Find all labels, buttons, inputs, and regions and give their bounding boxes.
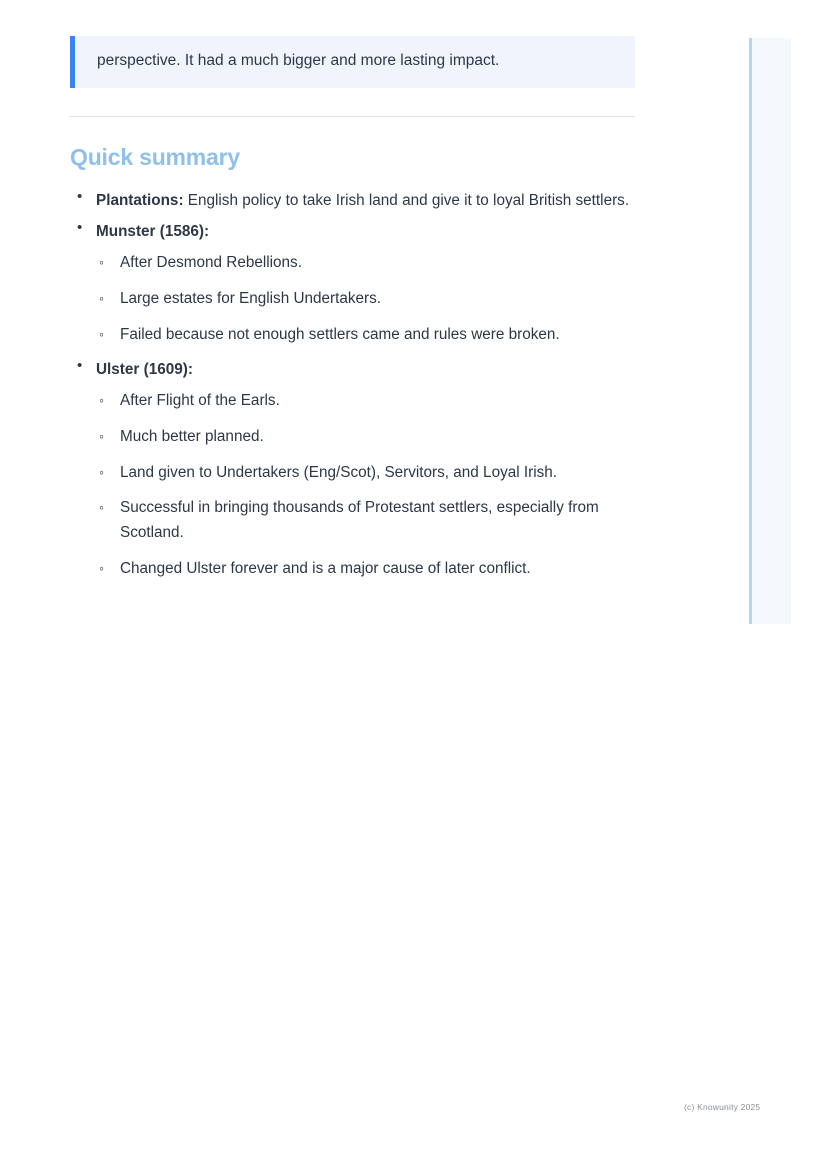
list-item [70,189,635,214]
list-item-label: Ulster (1609): [96,361,193,379]
section-divider [70,116,635,117]
callout-blockquote [70,36,635,88]
side-accent-strip [749,38,791,624]
sub-list-item: ◦ After Flight of the Earls. [96,389,635,414]
callout-text: perspective. It had a much bigger and more lasting impact. [97,52,500,69]
list-item [70,220,635,347]
list-item-line [96,358,635,383]
sub-list-item: ◦ Changed Ulster forever and is a major cause of later conflict. [96,557,635,582]
sub-list-item: ◦ Failed because not enough settlers came and rules were broken. [96,323,635,348]
list-item-text: English policy to take Irish land and give it to loyal British settlers. [183,192,630,210]
summary-list [70,189,635,581]
list-item-line [96,189,635,214]
footer-copyright: (c) Knowunity 2025 [684,1102,761,1112]
section-heading: Quick summary [70,144,240,171]
sub-list-item: ◦ After Desmond Rebellions. [96,251,635,276]
sub-list-item: ◦ Successful in bringing thousands of Protestant settlers, especially from Scotland. [96,496,635,546]
sub-list [96,389,635,582]
sub-list-item: ◦ Much better planned. [96,425,635,450]
list-item [70,358,635,581]
sub-list-item: ◦ Land given to Undertakers (Eng/Scot), Servitors, and Loyal Irish. [96,461,635,486]
document-content [70,36,635,593]
sub-list-item: ◦ Large estates for English Undertakers. [96,287,635,312]
list-item-label: Plantations: [96,192,184,210]
list-item-label: Munster (1586): [96,223,210,241]
sub-list [96,251,635,347]
list-item-line [96,220,635,245]
